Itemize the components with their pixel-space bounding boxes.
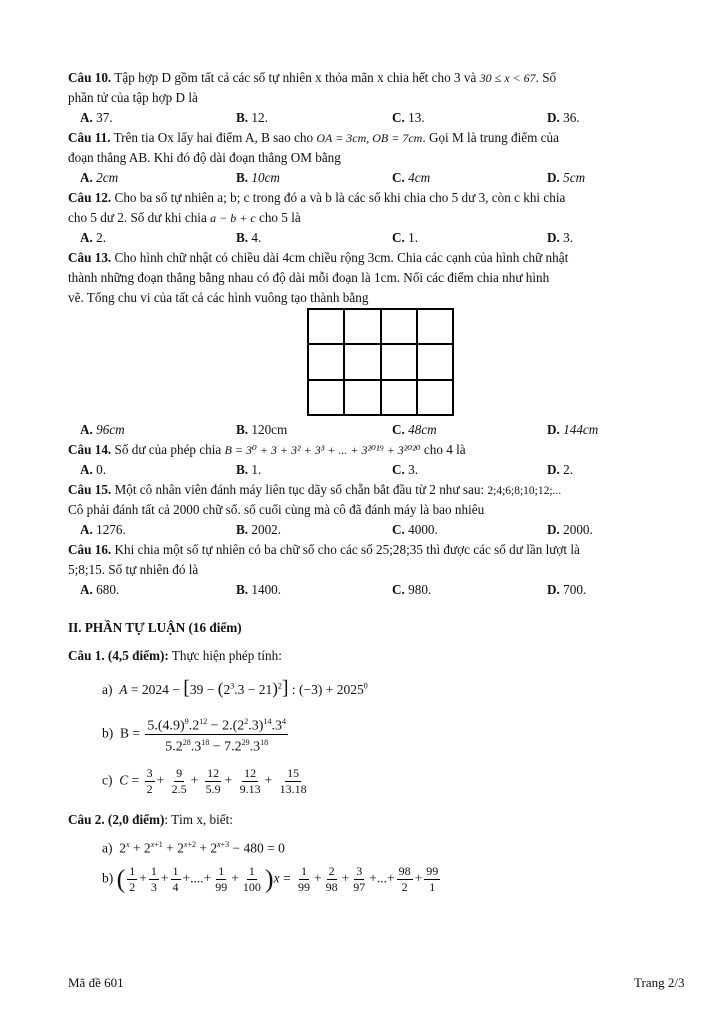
q16-option-d: D. 700.	[547, 582, 587, 597]
q13-rectangle-grid-figure	[307, 308, 454, 416]
q15-line2: Cô phải đánh tất cả 2000 chữ số. số cuối cùng mà cô đã đánh máy là bao nhiêu	[68, 502, 485, 517]
q10-text: Tập hợp D gồm tất cả các số tự nhiên x thỏa mãn x chia hết cho 3 và	[114, 70, 477, 85]
q16-line2: 5;8;15. Số tự nhiên đó là	[68, 562, 199, 577]
q10-text-end: . Số	[535, 70, 557, 85]
footer-page-number: Trang 2/3	[634, 975, 685, 990]
q13-option-d: D. 144cm	[547, 422, 599, 437]
q16-option-a: A. 680.	[80, 582, 120, 597]
q14-line1: Câu 14. Số dư của phép chia B = 3⁰ + 3 + 3² + 3³ + ... + 3²⁰¹⁹ + 3²⁰²⁰ cho 4 là	[68, 442, 466, 457]
q15-sequence: 2;4;6;8;10;12;...	[487, 485, 562, 497]
q11-line1: Câu 11. Trên tia Ox lấy hai điểm A, B sao cho OA = 3cm, OB = 7cm. Gọi M là trung điểm của	[68, 130, 559, 145]
q16-line1: Câu 16. Khi chia một số tự nhiên có ba chữ số cho các số 25;28;35 thì được các số dư lần lượt là	[68, 542, 580, 557]
q11-option-a: A. 2cm	[80, 170, 119, 185]
p2-b-equation: b) ( $\frac{1}{2}$ + $\frac{1}{3}$ + $\frac{1}{4}$ +....+ $\frac{1}{99}$ + $\frac{1}{100}$ )x = $\frac{1}{99}$ + $\frac{2}{98}$ + $\frac{3}{97}$ +...+ $\frac{98}{2}$ + $\frac{99}{1}$	[102, 864, 439, 894]
q14-option-d: D. 2.	[547, 462, 574, 477]
q10-option-a: A. 37.	[80, 110, 113, 125]
p1-c-equation: c) C = $\frac{3}{2}$ + $\frac{9}{2.5}$ + $\frac{12}{5.9}$ + $\frac{12}{9.13}$ + $\frac{15}{13.18}$	[102, 766, 307, 796]
q13-line1: Câu 13. Cho hình chữ nhật có chiều dài 4cm chiều rộng 3cm. Chia các cạnh của hình chữ nhật	[68, 250, 569, 265]
q14-expression: B = 3⁰ + 3 + 3² + 3³ + ... + 3²⁰¹⁹ + 3²⁰²⁰	[224, 443, 421, 457]
q14-option-b: B. 1.	[236, 462, 262, 477]
footer-exam-code: Mã đề 601	[68, 975, 124, 990]
q10-line2	[68, 90, 198, 106]
q12-option-a: A. 2.	[80, 230, 107, 245]
q14-option-c: C. 3.	[392, 462, 419, 477]
p1-b-equation: b) B = $\frac{5.(4.9)^9.2^{12} - 2.(2^2.3)^{14}.3^4}{5.2^{28}.3^{18} - 7.2^{29}.3^{18}}$	[102, 714, 290, 754]
q12-option-b: B. 4.	[236, 230, 262, 245]
q13-line2: thành những đoạn thẳng bằng nhau có độ dài mỗi đoạn là 1cm. Nối các điểm chia như hình	[68, 270, 550, 285]
q16-option-c: C. 980.	[392, 582, 432, 597]
q10-option-d: D. 36.	[547, 110, 580, 125]
q11-line2: đoạn thẳng AB. Khi đó độ dài đoạn thẳng OM bằng	[68, 150, 341, 165]
q15-option-c: C. 4000.	[392, 522, 438, 537]
q13-option-c: C. 48cm	[392, 422, 437, 437]
q10-line1	[68, 70, 556, 86]
q11-option-c: C. 4cm	[392, 170, 431, 185]
q13-option-b: B. 120cm	[236, 422, 288, 437]
q12-option-c: C. 1.	[392, 230, 419, 245]
p1-a-equation: a) $A = 2024 - [39 - (2^3.3 - 21)^2]$ : $(-3) + 2025^0$	[102, 677, 368, 699]
q13-option-a: A. 96cm	[80, 422, 125, 437]
q14-option-a: A. 0.	[80, 462, 107, 477]
p1-heading: Câu 1. (4,5 điểm): Thực hiện phép tính:	[68, 648, 282, 663]
q15-line1: Câu 15. Một cô nhân viên đánh máy liên tục dãy số chẵn bắt đầu từ 2 như sau: 2;4;6;8;10;12;...	[68, 482, 562, 497]
q10-label: Câu 10.	[68, 70, 112, 85]
q10-text2: phần tử của tập hợp D là	[68, 90, 198, 105]
q12-line2: cho 5 dư 2. Số dư khi chia a − b + c cho 5 là	[68, 210, 301, 225]
q10-option-c: C. 13.	[392, 110, 425, 125]
q15-option-b: B. 2002.	[236, 522, 282, 537]
q10-option-b: B. 12.	[236, 110, 268, 125]
q13-line3: vẽ. Tổng chu vi của tất cả các hình vuông tạo thành bằng	[68, 290, 369, 305]
q11-option-b: B. 10cm	[236, 170, 280, 185]
section-2-heading: II. PHẦN TỰ LUẬN (16 điểm)	[68, 620, 242, 635]
q12-option-d: D. 3.	[547, 230, 574, 245]
q10-condition: 30 ≤ x < 67	[479, 71, 536, 85]
q12-line1: Câu 12. Cho ba số tự nhiên a; b; c trong đó a và b là các số khi chia cho 5 dư 3, còn c khi chia	[68, 190, 566, 205]
q15-option-d: D. 2000.	[547, 522, 593, 537]
q11-condition: OA = 3cm, OB = 7cm	[316, 131, 423, 145]
p2-a-equation: a) $2^x + 2^{x+1} + 2^{x+2} + 2^{x+3} - 480 = 0$	[102, 840, 285, 856]
q16-option-b: B. 1400.	[236, 582, 282, 597]
q15-option-a: A. 1276.	[80, 522, 126, 537]
q11-option-d: D. 5cm	[547, 170, 586, 185]
p2-heading: Câu 2. (2,0 điểm): Tìm x, biết:	[68, 812, 233, 827]
q12-expression: a − b + c	[210, 211, 256, 225]
